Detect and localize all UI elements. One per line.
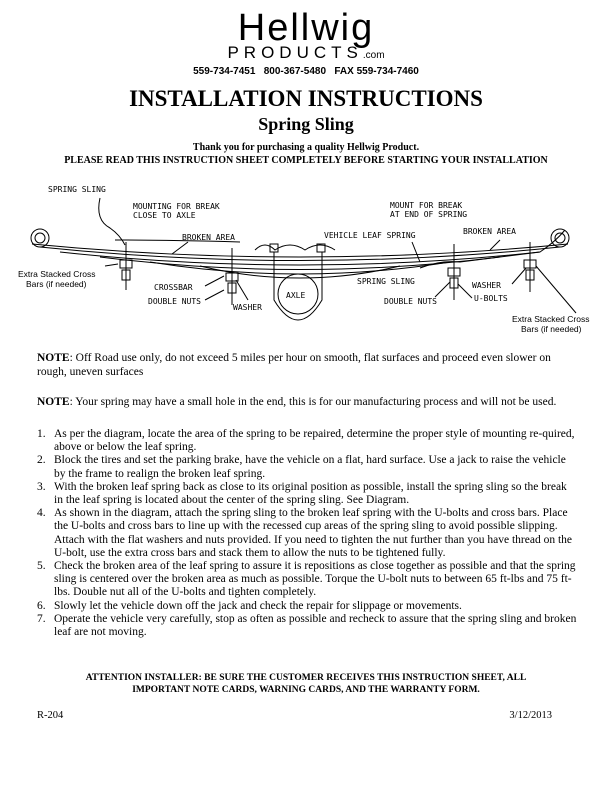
thank-you-line: Thank you for purchasing a quality Hellwig Product. xyxy=(192,142,420,153)
label-extra-right-1: Extra Stacked Cross xyxy=(512,314,590,324)
note-label: NOTE xyxy=(37,352,70,364)
step-number: 2. xyxy=(37,454,46,467)
label-axle: AXLE xyxy=(286,291,306,300)
attention-installer: ATTENTION INSTALLER: BE SURE THE CUSTOMER RECEIVES THIS INSTRUCTION SHEET, ALL IMPORTANT NOTE CARDS, WARNING CARDS, AND THE WARRANTY FORM. xyxy=(85,673,527,695)
step-item xyxy=(37,428,577,454)
note-text: : Your spring may have a small hole in the end, this is for our manufacturing process and will not be used. xyxy=(69,396,557,408)
label-broken-area-left: BROKEN AREA xyxy=(182,233,235,242)
label-extra-left-1: Extra Stacked Cross xyxy=(18,269,96,279)
step-text: As per the diagram, locate the area of the spring to be repaired, determine the proper style of mounting re-quired, above or below the leaf spring. xyxy=(54,428,575,454)
label-crossbar: CROSSBAR xyxy=(154,283,193,292)
note-text: : Off Road use only, do not exceed 5 miles per hour on smooth, flat surfaces and proceed even slower on rough, uneven surfaces xyxy=(37,352,551,378)
page-subtitle: Spring Sling xyxy=(258,114,354,134)
label-extra-left-2: Bars (if needed) xyxy=(26,279,87,289)
label-spring-sling-top: SPRING SLING xyxy=(48,185,106,194)
label-washer-left: WASHER xyxy=(233,303,262,312)
step-number: 3. xyxy=(37,480,46,493)
document-number: R-204 xyxy=(37,710,64,721)
label-washer-right: WASHER xyxy=(472,281,501,290)
step-item xyxy=(37,507,577,560)
step-number: 6. xyxy=(37,599,46,612)
label-broken-area-right: BROKEN AREA xyxy=(463,227,516,236)
instruction-steps xyxy=(37,428,577,639)
label-extra-right-2: Bars (if needed) xyxy=(521,324,582,334)
label-mount-end-1: MOUNT FOR BREAK xyxy=(390,201,463,210)
step-text: As shown in the diagram, attach the spring sling to the broken leaf spring with the U-bolts and cross bars. Place the U-bolts and cross bars to line up with the recessed cup areas of the spring sling to avoid possible slipping. Attach with the flat washers and nuts provided. If you need to tighten the nut further than you have thread on the U-bolt, use the extra cross bars and stack them to allow the nuts to be tightened fully. xyxy=(54,507,572,559)
read-first-line: PLEASE READ THIS INSTRUCTION SHEET COMPLETELY BEFORE STARTING YOUR INSTALLATION xyxy=(64,155,548,166)
label-vehicle-leaf-spring: VEHICLE LEAF SPRING xyxy=(324,231,416,240)
phone-numbers: 559-734-7451 800-367-5480 FAX 559-734-7460 xyxy=(193,66,419,77)
step-number: 1. xyxy=(37,428,46,440)
label-double-nuts-left: DOUBLE NUTS xyxy=(148,297,201,306)
document-date: 3/12/2013 xyxy=(509,710,552,721)
step-text: With the broken leaf spring back as close to its original position as possible, install the spring sling so the break in the leaf spring is located about the center of the spring sling. See Diagram. xyxy=(54,480,567,507)
page-title: INSTALLATION INSTRUCTIONS xyxy=(129,86,483,111)
label-double-nuts-right: DOUBLE NUTS xyxy=(384,297,437,306)
logo-com: .com xyxy=(362,50,385,61)
spring-sling-diagram xyxy=(0,180,612,340)
label-u-bolts: U-BOLTS xyxy=(474,294,508,303)
logo-products xyxy=(0,44,612,65)
step-text: Block the tires and set the parking brake, have the vehicle on a flat, hard surface. Use a jack to raise the vehicle by the frame to realign the broken leaf spring. xyxy=(54,454,566,480)
step-text: Operate the vehicle very carefully, stop as often as possible and recheck to assure that the spring sling and broken leaf are not moving. xyxy=(54,612,577,639)
u-bolt-left-outer xyxy=(120,242,132,290)
label-mounting-close-1: MOUNTING FOR BREAK xyxy=(133,202,220,211)
step-number: 4. xyxy=(37,507,46,520)
note-label: NOTE xyxy=(37,396,70,408)
note-spring-hole xyxy=(37,395,572,409)
logo-hellwig: Hellwig xyxy=(237,7,375,49)
step-item xyxy=(37,600,577,613)
step-text: Check the broken area of the leaf spring to assure it is repositions as close together as possible and that the spring sling is centered over the broken area as much as possible. Torque the U-bolt nuts to between 65 ft-lbs and 75 ft-lbs. Double nut all of the U-bolts and tighten completely. xyxy=(54,560,576,599)
step-item xyxy=(37,560,577,600)
label-spring-sling-bottom: SPRING SLING xyxy=(357,277,415,286)
logo-products-text: PRODUCTS xyxy=(227,43,363,62)
step-item xyxy=(37,613,577,639)
step-item xyxy=(37,481,577,507)
step-text: Slowly let the vehicle down off the jack and check the repair for slippage or movements. xyxy=(54,599,462,612)
label-mounting-close-2: CLOSE TO AXLE xyxy=(133,211,196,220)
step-number: 7. xyxy=(37,612,46,625)
step-number: 5. xyxy=(37,560,46,573)
step-item xyxy=(37,454,577,480)
note-off-road xyxy=(37,351,572,379)
label-mount-end-2: AT END OF SPRING xyxy=(390,210,468,219)
